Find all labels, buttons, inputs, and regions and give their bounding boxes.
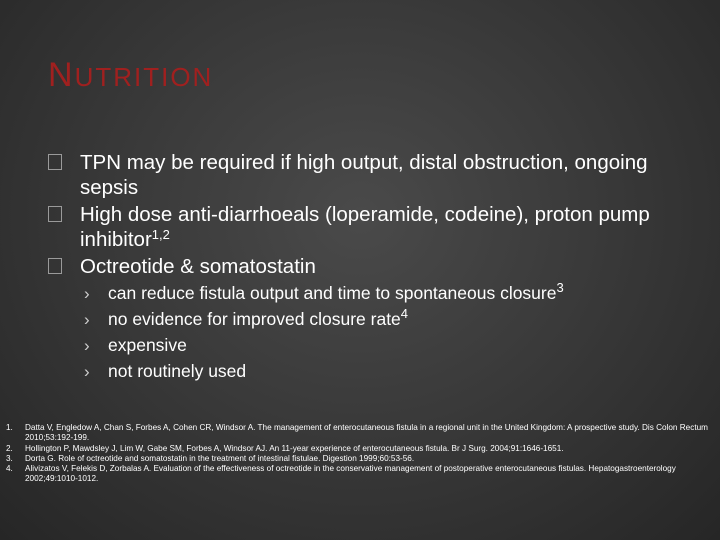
bullet-item xyxy=(48,150,688,200)
reference-list xyxy=(6,423,712,485)
reference-number: 3. xyxy=(6,453,13,463)
bullet-item xyxy=(48,254,688,382)
chevron-right-icon: › xyxy=(84,362,90,381)
sub-bullet-item xyxy=(80,335,588,356)
bullet-item xyxy=(48,202,688,252)
reference-number: 4. xyxy=(6,464,13,474)
bullet-list xyxy=(48,150,688,387)
reference-number: 1. xyxy=(6,423,13,432)
reference-item xyxy=(6,444,712,454)
citation-superscript: 1,2 xyxy=(151,227,170,242)
bullet-text: TPN may be required if high output, distal obstruction, ongoing sepsis xyxy=(80,151,648,199)
sub-bullet-item xyxy=(80,361,588,382)
title-rest: UTRITION xyxy=(74,62,214,92)
sub-bullet-text: no evidence for improved closure rate xyxy=(108,309,401,329)
bullet-box-icon xyxy=(48,258,62,274)
citation-superscript: 3 xyxy=(556,280,564,295)
reference-text: Datta V, Engledow A, Chan S, Forbes A, Cohen CR, Windsor A. The management of enterocutaneous fistula in a regional unit in the United Kingdom: A prospective study. Dis Colon Rectum 2010;53:192-199. xyxy=(25,423,708,443)
reference-item xyxy=(6,464,712,485)
sub-bullet-item xyxy=(80,280,588,304)
sub-bullet-text: expensive xyxy=(108,335,187,355)
bullet-box-icon xyxy=(48,206,62,222)
sub-bullet-text: can reduce fistula output and time to spontaneous closure xyxy=(108,283,557,303)
sub-bullet-item xyxy=(80,306,588,330)
reference-text: Dorta G. Role of octreotide and somatostatin in the treatment of intestinal fistulae. Digestion 1999;60:53-56. xyxy=(25,453,415,463)
bullet-text: High dose anti-diarrhoeals (loperamide, codeine), proton pump inhibitor xyxy=(80,203,650,251)
reference-number: 2. xyxy=(6,443,13,453)
chevron-right-icon: › xyxy=(84,336,90,355)
chevron-right-icon: › xyxy=(84,284,90,303)
bullet-text: Octreotide & somatostatin xyxy=(80,255,316,278)
reference-text: Alivizatos V, Felekis D, Zorbalas A. Evaluation of the effectiveness of octreotide in the conservative management of postoperative enterocutaneous fistulas. Hepatogastroenterology 2002;49:1010-1012. xyxy=(25,464,676,484)
slide-title xyxy=(48,58,213,92)
sub-bullet-text: not routinely used xyxy=(108,361,247,381)
citation-superscript: 4 xyxy=(400,306,409,321)
title-initial: N xyxy=(48,56,75,94)
reference-item xyxy=(6,454,712,464)
sub-bullet-list xyxy=(80,280,688,382)
reference-item xyxy=(6,423,712,444)
bullet-box-icon xyxy=(48,154,62,170)
reference-text: Hollington P, Mawdsley J, Lim W, Gabe SM, Forbes A, Windsor AJ. An 11-year experience of enterocutaneous fistula. Br J Surg. 2004;91:1646-1651. xyxy=(25,443,564,453)
chevron-right-icon: › xyxy=(84,310,90,329)
